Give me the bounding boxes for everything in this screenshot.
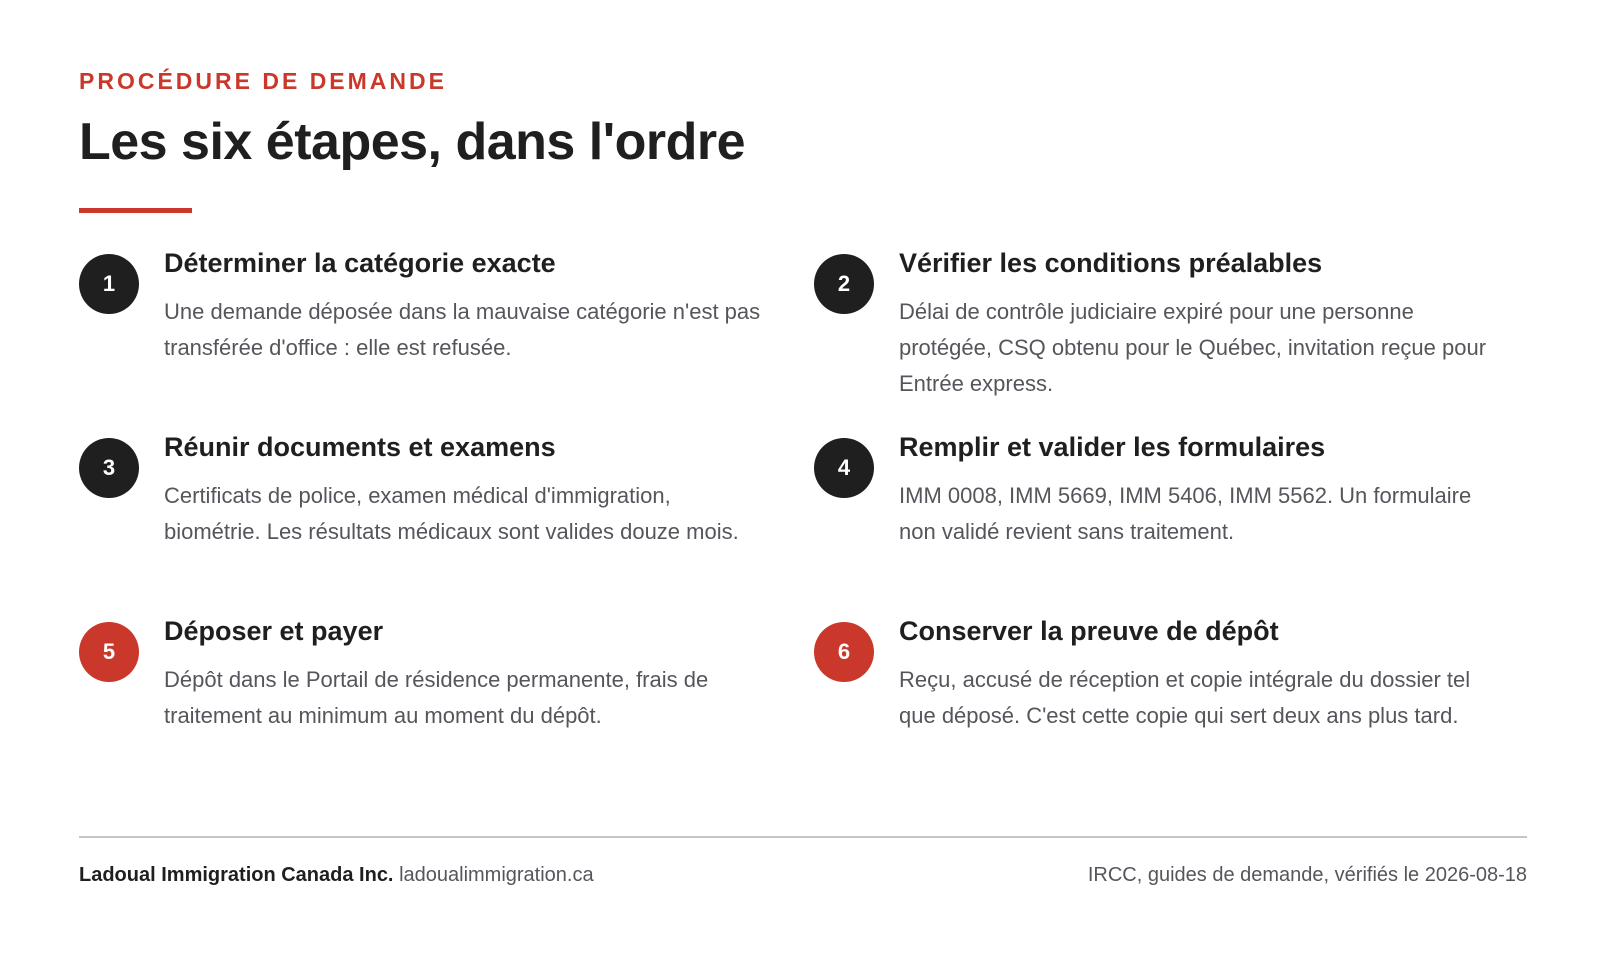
step-description: Dépôt dans le Portail de résidence permanente, frais de traitement au minimum au moment du dépôt. — [164, 667, 709, 728]
step-number-badge: 3 — [79, 438, 139, 498]
step-title: Remplir et valider les formulaires — [899, 432, 1326, 462]
step-description: Une demande déposée dans la mauvaise catégorie n'est pas transférée d'office : elle est refusée. — [164, 299, 761, 360]
footer-source: IRCC, guides de demande, vérifiés le 2026-08-18 — [1087, 864, 1527, 886]
footer-divider — [79, 836, 1527, 838]
step-title: Réunir documents et examens — [164, 432, 556, 462]
step-description: Délai de contrôle judiciaire expiré pour une personne protégée, CSQ obtenu pour le Québec, invitation reçue pour Entrée express. — [899, 299, 1487, 396]
step-number-badge: 1 — [79, 254, 139, 314]
title-underline — [79, 208, 192, 213]
step-description: Certificats de police, examen médical d'immigration, biométrie. Les résultats médicaux sont valides douze mois. — [164, 483, 739, 544]
step-description: Reçu, accusé de réception et copie intégrale du dossier tel que déposé. C'est cette copie qui sert deux ans plus tard. — [899, 667, 1471, 728]
footer-brand — [79, 864, 594, 887]
step-number-badge: 5 — [79, 622, 139, 682]
step-title: Vérifier les conditions préalables — [899, 248, 1323, 278]
page — [79, 0, 1527, 953]
step-title: Conserver la preuve de dépôt — [899, 616, 1279, 646]
step-title: Déterminer la catégorie exacte — [164, 248, 556, 278]
step-title: Déposer et payer — [164, 616, 384, 646]
company-name: Ladoual Immigration Canada Inc. — [79, 864, 394, 886]
section-eyebrow: PROCÉDURE DE DEMANDE — [79, 68, 447, 94]
step-number-badge: 6 — [814, 622, 874, 682]
step-description: IMM 0008, IMM 5669, IMM 5406, IMM 5562. Un formulaire non validé revient sans traitement. — [899, 483, 1472, 544]
page-title: Les six étapes, dans l'ordre — [79, 113, 745, 171]
step-number-badge: 4 — [814, 438, 874, 498]
company-website: ladoualimmigration.ca — [399, 864, 594, 886]
step-number-badge: 2 — [814, 254, 874, 314]
